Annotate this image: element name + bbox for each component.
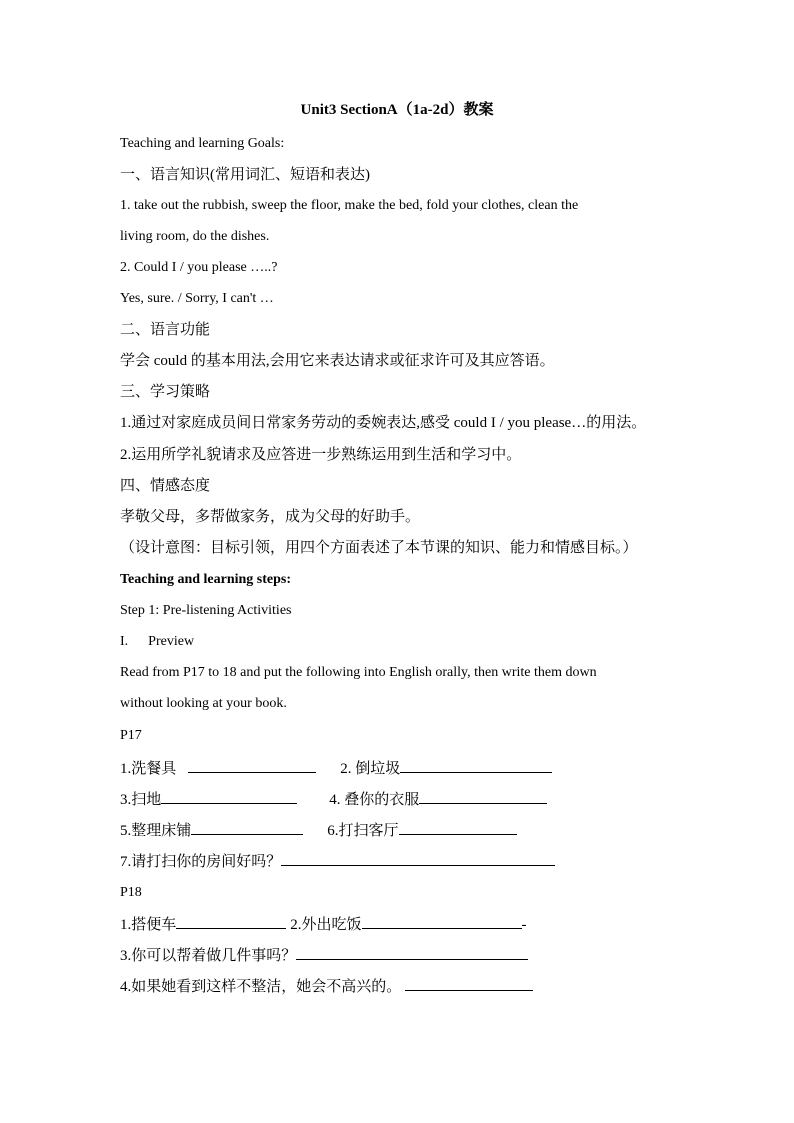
p17-item-2: 2. 倒垃圾 <box>340 761 401 777</box>
preview-label: Preview <box>148 634 195 649</box>
p18-row-1 <box>120 913 700 936</box>
answer-blank[interactable] <box>176 913 286 929</box>
answer-blank[interactable] <box>400 757 552 773</box>
answer-blank[interactable] <box>188 757 316 773</box>
item1-line2: living room, do the dishes. <box>120 229 270 244</box>
instruction-line1: Read from P17 to 18 and put the following into English orally, then write them down <box>120 665 597 680</box>
p18-item-4: 4.如果她看到这样不整洁，她会不高兴的。 <box>120 979 402 995</box>
section3-heading: 三、学习策略 <box>120 384 211 400</box>
p17-item-1: 1.洗餐具 <box>120 761 177 777</box>
p17-row-4 <box>120 850 700 873</box>
p18-row-3 <box>120 975 700 998</box>
goals-heading: Teaching and learning Goals: <box>120 136 285 151</box>
trailing-dash: - <box>521 917 527 933</box>
p18-item-2: 2.外出吃饭 <box>290 917 362 933</box>
preview-line <box>120 631 700 653</box>
section4-text: 孝敬父母，多帮做家务，成为父母的好助手。 <box>120 509 421 525</box>
p17-item-4: 4. 叠你的衣服 <box>329 792 420 808</box>
p18-item-1: 1.搭便车 <box>120 917 177 933</box>
section3-item1: 1.通过对家庭成员间日常家务劳动的委婉表达,感受 could I / you please…的用法。 <box>120 415 647 431</box>
answer-blank[interactable] <box>405 975 533 991</box>
p17-item-6: 6.打扫客厅 <box>327 823 399 839</box>
reply-line: Yes, sure. / Sorry, I can't … <box>120 291 274 306</box>
p17-item-3: 3.扫地 <box>120 792 162 808</box>
answer-blank[interactable] <box>281 850 555 866</box>
item2: 2. Could I / you please …..? <box>120 260 278 275</box>
p17-label: P17 <box>120 728 142 743</box>
steps-heading: Teaching and learning steps: <box>120 572 292 587</box>
section3-item2: 2.运用所学礼貌请求及应答进一步熟练运用到生活和学习中。 <box>120 447 522 463</box>
p17-row-1 <box>120 757 700 780</box>
section4-heading: 四、情感态度 <box>120 478 211 494</box>
answer-blank[interactable] <box>296 944 528 960</box>
step1-heading: Step 1: Pre-listening Activities <box>120 603 292 618</box>
answer-blank[interactable] <box>191 819 303 835</box>
answer-blank[interactable] <box>399 819 517 835</box>
section1-heading: 一、语言知识(常用词汇、短语和表达) <box>120 167 370 183</box>
p17-item-7: 7.请打扫你的房间好吗？ <box>120 854 282 870</box>
answer-blank[interactable] <box>161 788 297 804</box>
p18-item-3: 3.你可以帮着做几件事吗？ <box>120 948 297 964</box>
p17-item-5: 5.整理床铺 <box>120 823 192 839</box>
item1-line1: 1. take out the rubbish, sweep the floor, make the bed, fold your clothes, clean the <box>120 198 579 213</box>
p17-row-3 <box>120 819 700 842</box>
section2-heading: 二、语言功能 <box>120 322 211 338</box>
p17-row-2 <box>120 788 700 811</box>
p18-label: P18 <box>120 885 142 900</box>
instruction-line2: without looking at your book. <box>120 696 287 711</box>
p18-row-2 <box>120 944 700 967</box>
design-note: （设计意图：目标引领，用四个方面表述了本节课的知识、能力和情感目标。） <box>120 540 638 556</box>
document-title: Unit3 SectionA（1a-2d）教案 <box>300 102 494 118</box>
section2-text: 学会 could 的基本用法,会用它来表达请求或征求许可及其应答语。 <box>120 353 555 369</box>
preview-number: I. <box>120 634 129 649</box>
answer-blank[interactable] <box>362 913 522 929</box>
answer-blank[interactable] <box>419 788 547 804</box>
